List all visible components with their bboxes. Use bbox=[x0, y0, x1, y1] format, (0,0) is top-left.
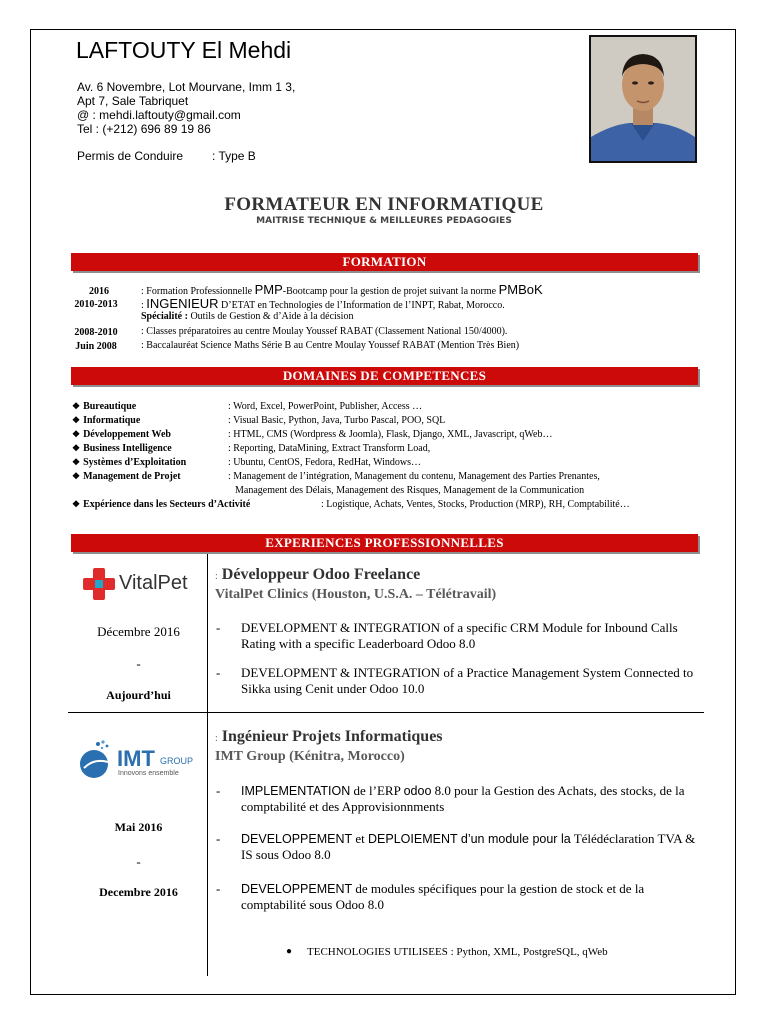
vitalpet-logo bbox=[82, 566, 192, 602]
job-2-task-1: IMPLEMENTATION de l’ERP odoo 8.0 pour la Gestion des Achats, des stocks, de la comptabilité et des Approvisionnments bbox=[241, 783, 685, 814]
imt-logo-text: IMT bbox=[117, 746, 155, 771]
imt-globe-icon bbox=[78, 738, 114, 782]
job-2-task-3-bullet: - bbox=[216, 881, 221, 896]
job-1-task-2-bullet: - bbox=[216, 665, 221, 680]
address-line-2: Apt 7, Sale Tabriquet bbox=[77, 94, 189, 108]
formation-date-4: 2008-2010 bbox=[74, 327, 118, 338]
vitalpet-logo-text: VitalPet bbox=[119, 572, 188, 594]
section-competences-header: DOMAINES DE COMPETENCES bbox=[71, 367, 698, 385]
skill-label-secteurs: ❖ Expérience dans les Secteurs d’Activité bbox=[72, 499, 251, 510]
technologies-used: TECHNOLOGIES UTILISEES : Python, XML, PostgreSQL, qWeb bbox=[307, 946, 608, 958]
address-line-1: Av. 6 Novembre, Lot Mourvane, Imm 1 3, bbox=[77, 80, 296, 94]
formation-text-4: : Classes préparatoires au centre Moulay Youssef RABAT (Classement National 150/4000). bbox=[141, 326, 508, 337]
skill-value-os: : Ubuntu, CentOS, Fedora, RedHat, Windows… bbox=[228, 457, 422, 468]
job-2-task-2: DEVELOPPEMENT et DEPLOIEMENT d’un module pour la Télédéclaration TVA & IS sous Odoo 8.0 bbox=[241, 831, 696, 862]
vitalpet-cross-icon bbox=[82, 566, 116, 602]
skill-label-bi: ❖ Business Intelligence bbox=[72, 443, 172, 454]
job-2-date-end: Decembre 2016 bbox=[99, 885, 178, 899]
profile-photo bbox=[589, 35, 697, 163]
experience-divider-vertical bbox=[207, 554, 208, 976]
job-2-task-1-bullet: - bbox=[216, 783, 221, 798]
job-1-task-1-bullet: - bbox=[216, 620, 221, 635]
section-experiences-header: EXPERIENCES PROFESSIONNELLES bbox=[71, 534, 698, 552]
headline-title: FORMATEUR EN INFORMATIQUE bbox=[224, 194, 544, 215]
job-1-task-1: DEVELOPMENT & INTEGRATION of a specific CRM Module for Inbound Calls Rating with a specific Leaderboard Odoo 8.0 bbox=[241, 620, 678, 651]
job-1-company: VitalPet Clinics (Houston, U.S.A. – Télétravail) bbox=[215, 587, 497, 602]
job-2-task-3: DEVELOPPEMENT de modules spécifiques pour la gestion de stock et de la comptabilité sous Odoo 8.0 bbox=[241, 881, 645, 912]
formation-date-1: 2016 bbox=[89, 286, 109, 297]
job-1-date-separator: - bbox=[136, 656, 141, 671]
job-1-date-start: Décembre 2016 bbox=[97, 624, 180, 639]
job-2-date-start: Mai 2016 bbox=[114, 820, 163, 834]
imt-logo-tagline: Innovons ensemble bbox=[118, 770, 179, 777]
skill-value-management-2: Management des Délais, Management des Risques, Management de la Communication bbox=[235, 485, 585, 496]
formation-speciality: Spécialité : Outils de Gestion & d’Aide à la décision bbox=[141, 311, 354, 322]
job-2-task-2-bullet: - bbox=[216, 831, 221, 846]
skill-value-bureautique: : Word, Excel, PowerPoint, Publisher, Access … bbox=[228, 401, 423, 412]
formation-date-2: 2010-2013 bbox=[74, 299, 118, 310]
candidate-name: LAFTOUTY El Mehdi bbox=[76, 37, 292, 63]
skill-label-bureautique: ❖ Bureautique bbox=[72, 401, 137, 412]
section-formation-header: FORMATION bbox=[71, 253, 698, 271]
job-1-title-line: : Développeur Odoo Freelance bbox=[215, 566, 421, 583]
imt-group-logo bbox=[78, 738, 203, 782]
tech-bullet: ● bbox=[286, 946, 293, 957]
formation-text-2: : INGENIEUR D’ETAT en Technologies de l’Information de l’INPT, Rabat, Morocco. bbox=[141, 296, 505, 311]
formation-date-5: Juin 2008 bbox=[75, 341, 117, 352]
skill-label-management: ❖ Management de Projet bbox=[72, 471, 181, 482]
skill-label-informatique: ❖ Informatique bbox=[72, 415, 141, 426]
phone: Tel : (+212) 696 89 19 86 bbox=[77, 122, 211, 136]
headline-subtitle: MAITRISE TECHNIQUE & MEILLEURES PEDAGOGIES bbox=[256, 216, 512, 226]
job-2-title-line: : Ingénieur Projets Informatiques bbox=[215, 728, 443, 745]
formation-text-1: : Formation Professionnelle PMP-Bootcamp pour la gestion de projet suivant la norme PMBoK bbox=[141, 282, 543, 297]
experience-divider-horizontal bbox=[68, 712, 704, 713]
skill-label-web: ❖ Développement Web bbox=[72, 429, 171, 440]
job-2-date-separator: - bbox=[136, 854, 141, 869]
job-1-task-2: DEVELOPMENT & INTEGRATION of a Practice Management System Connected to Sikka using Cenit under Odoo 10.0 bbox=[241, 665, 694, 696]
license-label: Permis de Conduire bbox=[77, 149, 184, 163]
job-1-date-end: Aujourd’hui bbox=[106, 688, 171, 702]
skill-value-bi: : Reporting, DataMining, Extract Transform Load, bbox=[228, 443, 431, 454]
job-2-company: IMT Group (Kénitra, Morocco) bbox=[215, 749, 405, 764]
license-value: : Type B bbox=[212, 149, 256, 163]
formation-text-5: : Baccalauréat Science Maths Série B au Centre Moulay Youssef RABAT (Mention Très Bien) bbox=[141, 340, 520, 351]
skill-value-management-1: : Management de l’intégration, Management du contenu, Management des Parties Prenantes, bbox=[228, 471, 600, 482]
skill-value-web: : HTML, CMS (Wordpress & Joomla), Flask, Django, XML, Javascript, qWeb… bbox=[228, 429, 553, 440]
skill-label-os: ❖ Systèmes d’Exploitation bbox=[72, 457, 187, 468]
imt-logo-group: GROUP bbox=[160, 756, 194, 766]
email[interactable]: @ : mehdi.laftouty@gmail.com bbox=[77, 108, 241, 122]
skill-value-secteurs: : Logistique, Achats, Ventes, Stocks, Production (MRP), RH, Comptabilité… bbox=[321, 499, 630, 510]
skill-value-informatique: : Visual Basic, Python, Java, Turbo Pascal, POO, SQL bbox=[228, 415, 446, 426]
